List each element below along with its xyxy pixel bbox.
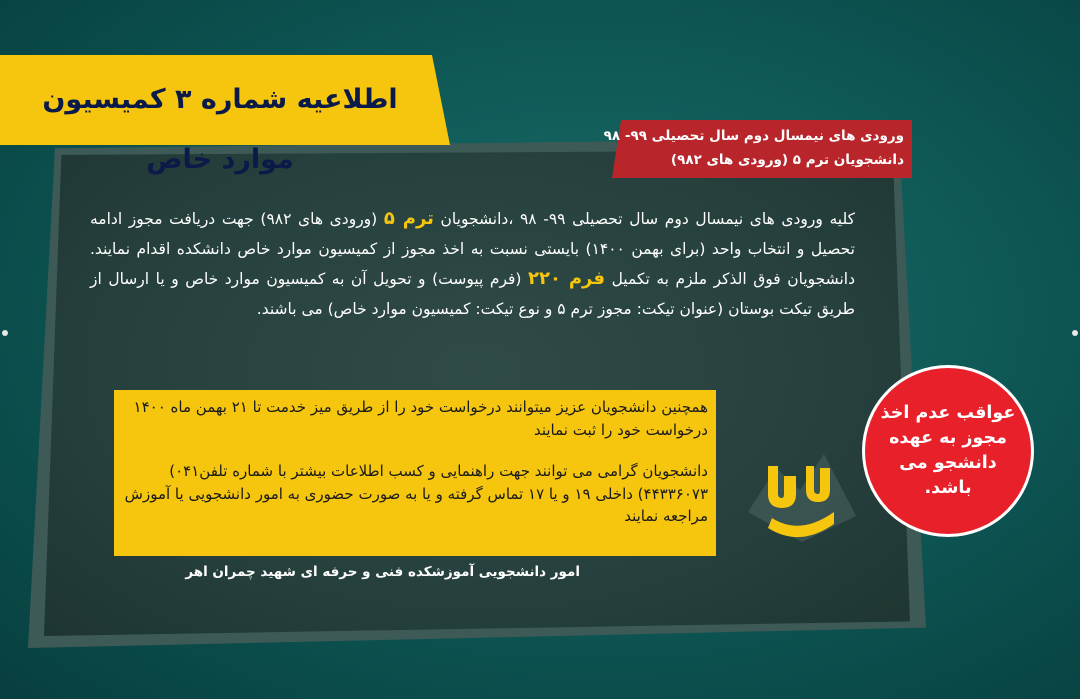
body-text-2: (ورودی های ۹۸۲) جهت دریافت مجوز ادامه تحصیل و انتخاب واحد (برای بهمن ۱۴۰۰) بایستی نسبت به اخذ مجوز از کمیسیون موارد خاص دانشکده اقدام نمایند. دانشجویان فوق الذکر ملزم به تکمیل (90, 210, 856, 288)
subtitle-line-2: دانشجویان ترم ۵ (ورودی های ۹۸۲) (670, 152, 904, 168)
form-highlight: فرم ۲۲۰ (528, 268, 606, 289)
college-logo-icon (742, 432, 862, 552)
body-text-1: کلیه ورودی های نیمسال دوم سال تحصیلی ۹۹- ۹۸ ،دانشجویان (433, 210, 855, 228)
subtitle-line-1: ورودی های نیمسال دوم سال تحصیلی ۹۹- ۹۸ (603, 128, 904, 144)
decor-dot-left (2, 330, 8, 336)
body-text-3: (فرم پیوست) و تحویل آن به کمیسیون موارد خاص و یا ارسال از طریق تیکت بوستان (عنوان تیکت: مجوز ترم ۵ و نوع تیکت: کمیسیون موارد خاص) می باشند. (90, 270, 855, 318)
decor-dot-right (1072, 330, 1078, 336)
term-highlight: ترم ۵ (383, 208, 434, 229)
warning-text: عواقب عدم اخذ مجوز به عهده دانشجو می باشد. (880, 403, 1016, 498)
warning-badge (862, 365, 1034, 537)
page-title: اطلاعیه شماره ۳ کمیسیون موارد خاص (42, 84, 398, 175)
footer-signature: امور دانشجویی آموزشکده فنی و حرفه ای شهید چمران اهر (185, 564, 580, 580)
announcement-body (90, 204, 855, 324)
notice-paragraph-2: دانشجویان گرامی می توانند جهت راهنمایی و کسب اطلاعات بیشتر با شماره تلفن۰۴۱) ۴۴۳۳۶۰۷۳) داخلی ۱۹ و یا ۱۷ تماس گرفته و یا به صورت حضوری به امور دانشجویی یا آموزش مراجعه نمایند (124, 462, 708, 525)
notice-paragraph-1: همچنین دانشجویان عزیز میتوانند درخواست خود را از طریق میز خدمت تا ۲۱ بهمن ماه ۱۴۰۰ درخواست خود را ثبت نمایند (133, 398, 708, 439)
